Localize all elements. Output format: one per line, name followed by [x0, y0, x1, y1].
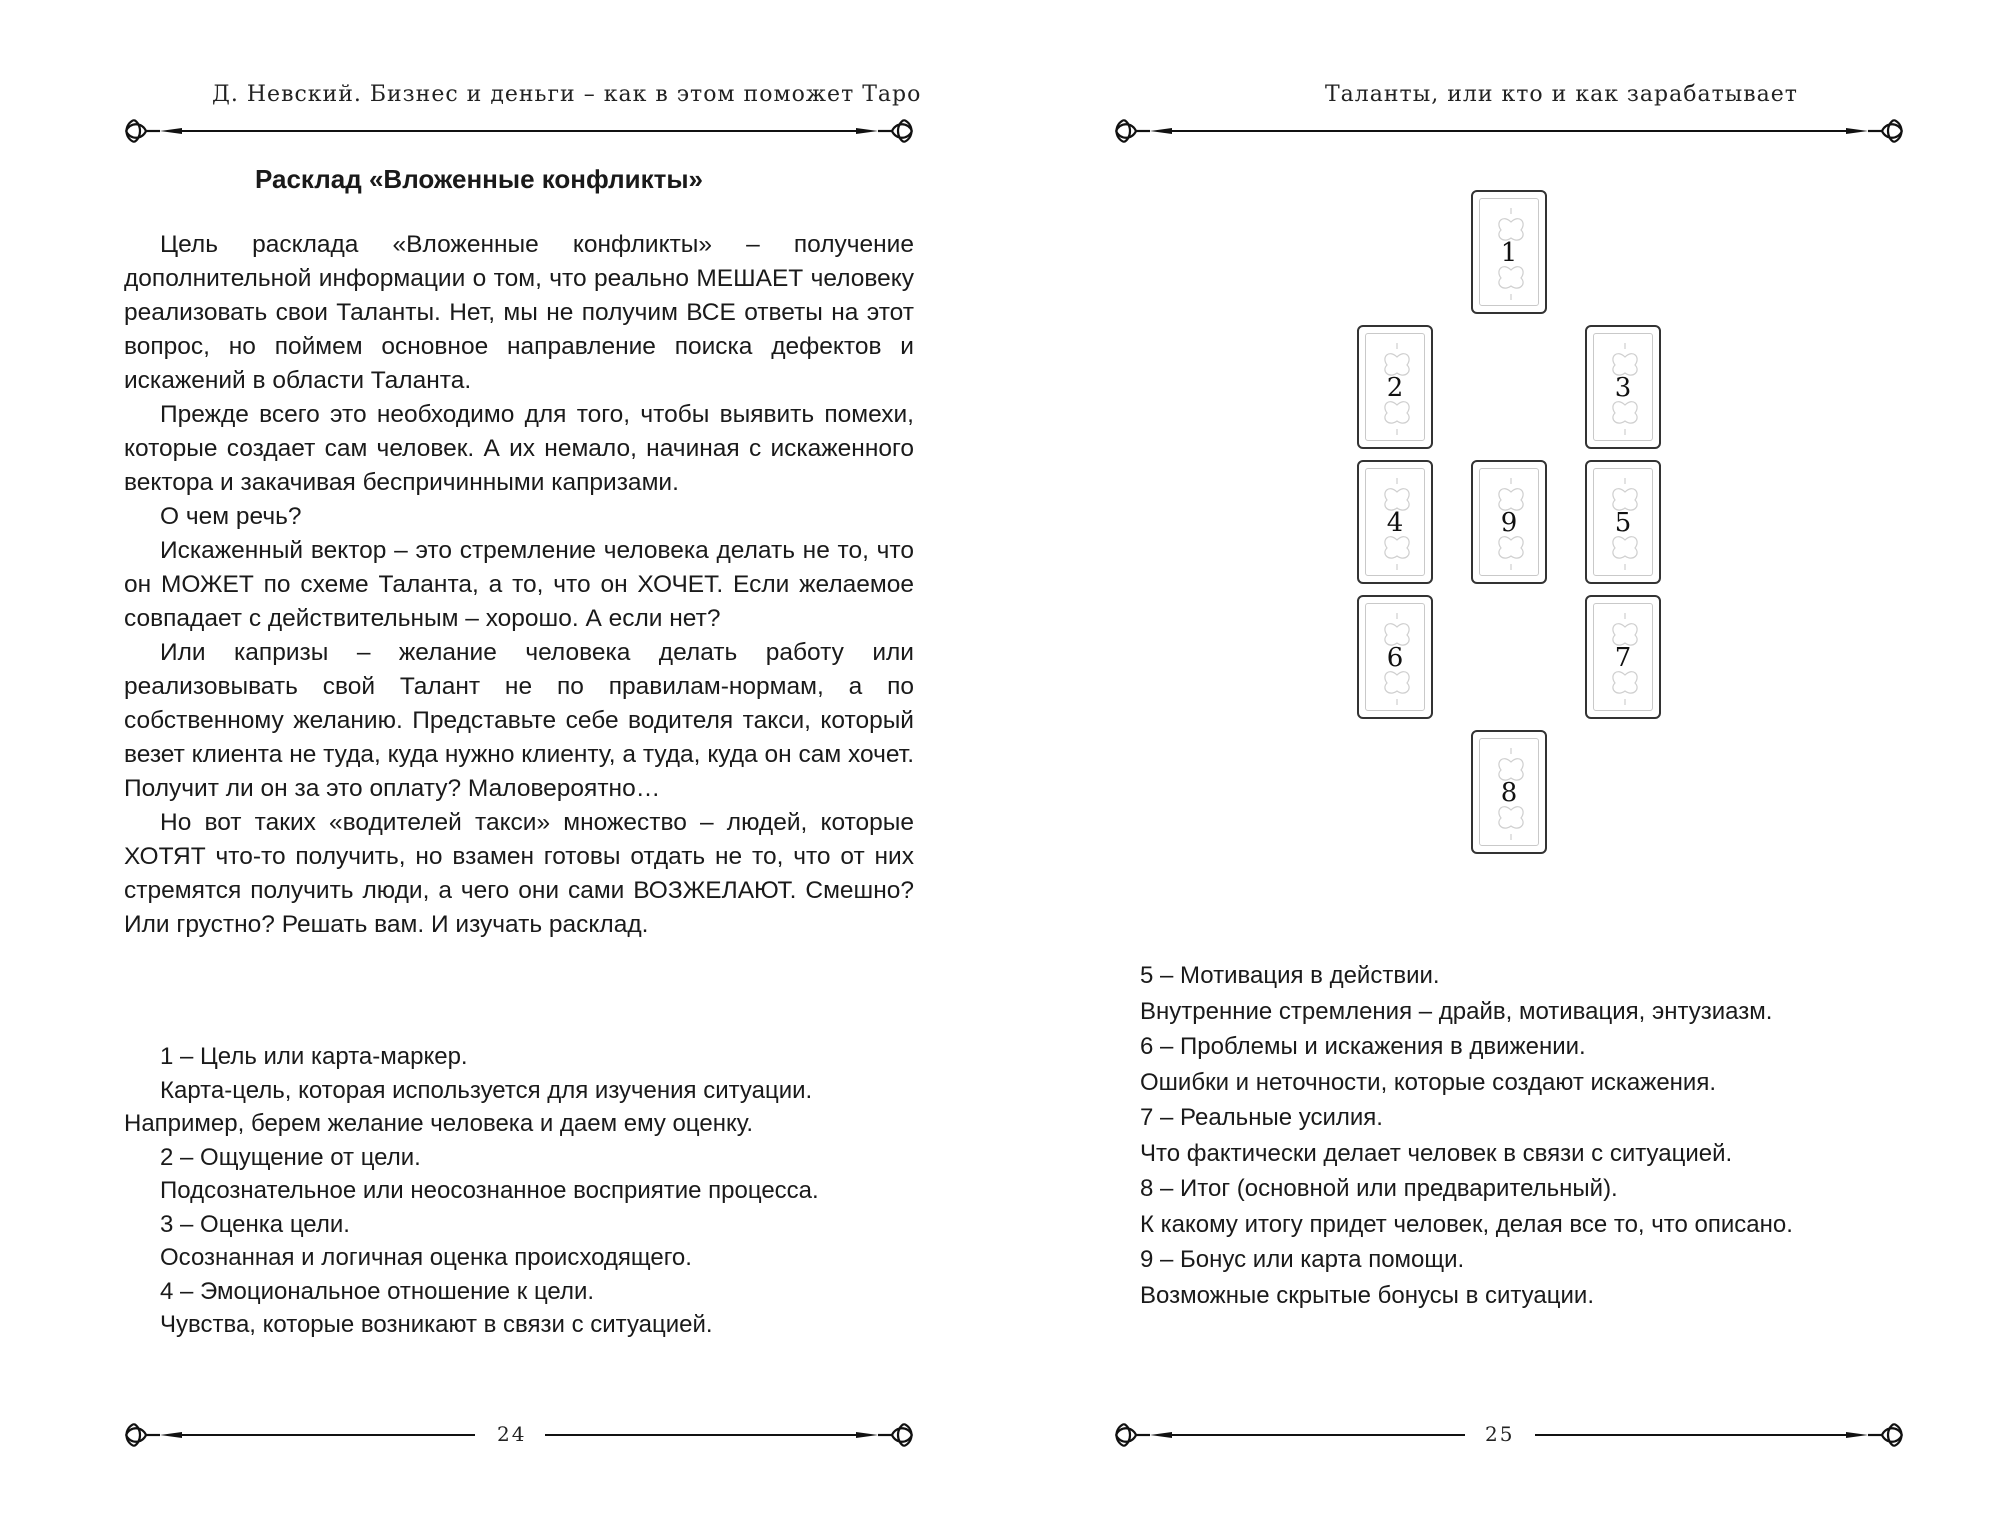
definition-text: Ошибки и неточности, которые создают искажения.	[1140, 1068, 1716, 1096]
definition-text: Что фактически делает человек в связи с ситуацией.	[1140, 1139, 1733, 1167]
tarot-card-6	[1357, 595, 1433, 719]
definition-text: Внутренние стремления – драйв, мотивация, энтузиазм.	[1140, 997, 1773, 1025]
card-number: 6	[1386, 643, 1404, 673]
card-number: 8	[1500, 778, 1518, 808]
definition-title: 4 – Эмоциональное отношение к цели.	[160, 1277, 595, 1305]
tarot-card-4	[1357, 460, 1433, 584]
card-number: 4	[1386, 508, 1404, 538]
paragraph: Цель расклада «Вложенные конфликты» – получение дополнительной информации о том, что реально МЕШАЕТ человеку реализовать свои Таланты. Нет, мы не получим ВСЕ ответы на этот вопрос, но поймем основное направление поиска дефектов и искажений в области Таланта.	[124, 231, 914, 394]
card-number: 5	[1614, 508, 1632, 538]
running-head: Таланты, или кто и как зарабатывает	[1325, 82, 1798, 107]
page-number: 24	[497, 1422, 527, 1446]
card-number: 3	[1614, 373, 1632, 403]
tarot-card-8	[1471, 730, 1547, 854]
paragraph: О чем речь?	[160, 503, 302, 530]
definition-text: Возможные скрытые бонусы в ситуации.	[1140, 1281, 1594, 1309]
definitions-list	[1140, 958, 1960, 1313]
card-number: 9	[1500, 508, 1518, 538]
tarot-card-2	[1357, 325, 1433, 449]
definition-title: 9 – Бонус или карта помощи.	[1140, 1246, 1465, 1273]
definition-text: Карта-цель, которая используется для изучения ситуации.	[160, 1076, 813, 1104]
page-number: 25	[1485, 1422, 1515, 1446]
tarot-card-9	[1471, 460, 1547, 584]
definition-text: Осознанная и логичная оценка происходящего.	[160, 1244, 692, 1271]
ornament-rule-icon	[120, 116, 920, 146]
paragraph: Или капризы – желание человека делать работу или реализовывать свой Талант не по правилам-нормам, а по собственному желанию. Представьте себе водителя такси, который везет клиента не туда, куда нужно клиенту, а туда, куда он сам хочет. Получит ли он за это оплату? Маловероятно…	[124, 639, 914, 802]
tarot-card-7	[1585, 595, 1661, 719]
running-head: Д. Невский. Бизнес и деньги – как в этом поможет Таро	[212, 82, 922, 107]
definition-title: 2 – Ощущение от цели.	[160, 1143, 421, 1171]
paragraph: Но вот таких «водителей такси» множество – людей, которые ХОТЯТ что-то получить, но взамен готовы отдать не то, что от них стремятся получить люди, а чего они сами ВОЗЖЕЛАЮТ. Смешно? Или грустно? Решать вам. И изучать расклад.	[124, 809, 914, 938]
definition-text: Чувства, которые возникают в связи с ситуацией.	[160, 1311, 713, 1338]
definition-title: 7 – Реальные усилия.	[1140, 1104, 1383, 1131]
definition-title: 8 – Итог (основной или предварительный).	[1140, 1175, 1618, 1202]
definition-title: 3 – Оценка цели.	[160, 1210, 350, 1238]
definitions-list	[124, 1040, 924, 1342]
right-page	[1000, 0, 2000, 1517]
definition-title: 1 – Цель или карта-маркер.	[160, 1043, 468, 1070]
card-number: 1	[1500, 238, 1518, 268]
tarot-card-3	[1585, 325, 1661, 449]
tarot-card-1	[1471, 190, 1547, 314]
definition-text: К какому итогу придет человек, делая все то, что описано.	[1140, 1210, 1793, 1238]
card-number: 2	[1386, 373, 1404, 403]
paragraph: Искаженный вектор – это стремление человека делать не то, что он МОЖЕТ по схеме Таланта, а то, что он ХОЧЕТ. Если желаемое совпадает с действительным – хорошо. А если нет?	[124, 537, 914, 632]
section-title: Расклад «Вложенные конфликты»	[255, 164, 704, 194]
card-number: 7	[1614, 643, 1632, 673]
definition-title: 5 – Мотивация в действии.	[1140, 962, 1440, 989]
definition-text: Например, берем желание человека и даем ему оценку.	[124, 1110, 754, 1137]
paragraph: Прежде всего это необходимо для того, чтобы выявить помехи, которые создает сам человек. А их немало, начиная с искаженного вектора и закачивая беспричинными капризами.	[124, 401, 914, 496]
definition-title: 6 – Проблемы и искажения в движении.	[1140, 1033, 1586, 1060]
tarot-card-5	[1585, 460, 1661, 584]
body-text	[124, 228, 914, 942]
definition-text: Подсознательное или неосознанное восприятие процесса.	[160, 1177, 819, 1204]
ornament-rule-icon	[1110, 116, 1910, 146]
